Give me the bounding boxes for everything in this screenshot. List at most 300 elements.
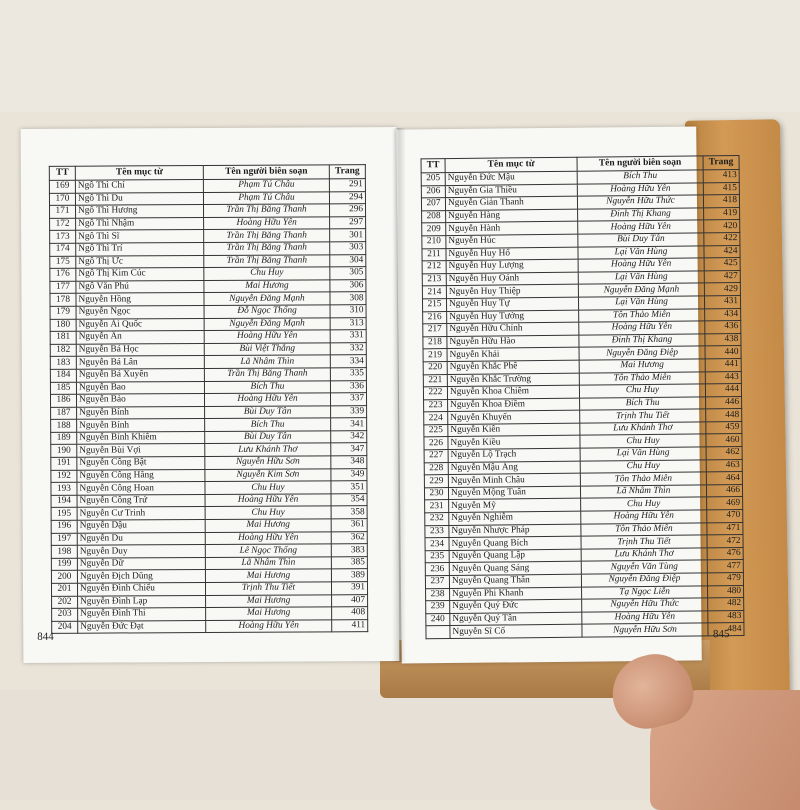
- entry-name: Nguyễn Kiều: [448, 436, 580, 450]
- author-name: Chu Huy: [580, 434, 706, 448]
- row-number: 231: [425, 500, 449, 513]
- page-ref: 361: [331, 519, 367, 532]
- entry-name: Nguyễn Công Hãng: [77, 469, 205, 482]
- page-ref: 480: [708, 585, 744, 598]
- header-author: Tên người biên soạn: [577, 156, 703, 171]
- entry-name: Nguyễn Giản Thanh: [445, 196, 577, 210]
- header-entry: Tên mục từ: [445, 157, 577, 172]
- author-name: Bích Thu: [205, 418, 331, 431]
- author-name: Hoàng Hữu Yên: [205, 494, 331, 507]
- author-name: Hoàng Hữu Yên: [204, 393, 330, 406]
- entry-name: Ngô Thì Hương: [76, 205, 204, 218]
- entry-name: Nguyễn Cư Trinh: [77, 507, 205, 520]
- entry-name: Nguyễn Nhược Pháp: [449, 524, 581, 538]
- row-number: 239: [426, 601, 450, 614]
- row-number: 186: [50, 394, 76, 407]
- author-name: Lưu Khánh Thơ: [580, 422, 706, 436]
- page-ref: 420: [704, 220, 740, 233]
- index-rows-left: [49, 179, 367, 634]
- page-ref: 303: [330, 242, 366, 255]
- author-name: Nguyễn Đăng Mạnh: [578, 283, 704, 297]
- page-ref: 422: [704, 232, 740, 245]
- page-ref: 448: [706, 409, 742, 422]
- author-name: Đinh Thị Khang: [579, 334, 705, 348]
- entry-name: Nguyễn Bùi Vợi: [77, 444, 205, 457]
- row-number: 222: [423, 387, 447, 400]
- author-name: Mai Hương: [205, 569, 331, 582]
- row-number: 176: [50, 268, 76, 281]
- row-number: 233: [425, 525, 449, 538]
- row-number: 177: [50, 281, 76, 294]
- entry-name: Nguyễn Địch Dũng: [77, 570, 205, 583]
- author-name: Chu Huy: [579, 384, 705, 398]
- row-number: 228: [424, 462, 448, 475]
- row-number: 224: [424, 412, 448, 425]
- entry-name: Nguyễn Minh Châu: [448, 473, 580, 487]
- entry-name: Nguyễn Khoa Điềm: [448, 398, 580, 412]
- row-number: 198: [51, 545, 77, 558]
- page-ref: 434: [705, 308, 741, 321]
- author-name: Nguyễn Hữu Sơn: [582, 623, 708, 637]
- entry-name: Ngô Thị Kim Cúc: [76, 268, 204, 281]
- entry-name: Nguyễn Phi Khanh: [450, 587, 582, 601]
- entry-name: Nguyễn Khuyến: [448, 410, 580, 424]
- page-ref: 301: [330, 229, 366, 242]
- entry-name: Nguyễn Dữ: [77, 557, 205, 570]
- entry-name: Nguyễn Huy Oánh: [446, 272, 578, 286]
- page-ref: 460: [706, 434, 742, 447]
- page-ref: 331: [330, 330, 366, 343]
- page-ref: 483: [708, 610, 744, 623]
- author-name: Lê Ngọc Thống: [205, 544, 331, 557]
- book-gutter-shadow: [392, 128, 406, 662]
- author-name: Phạm Tú Châu: [203, 179, 329, 192]
- author-name: Bùi Việt Thắng: [204, 343, 330, 356]
- entry-name: Nguyễn Công Bật: [77, 457, 205, 470]
- author-name: Trịnh Thu Tiết: [580, 409, 706, 423]
- row-number: 200: [51, 571, 77, 584]
- entry-name: Nguyễn Khắc Trường: [447, 373, 579, 387]
- entry-name: Nguyễn Quang Lập: [449, 549, 581, 563]
- author-name: Lại Văn Hùng: [578, 271, 704, 285]
- entry-name: Nguyễn Húc: [446, 234, 578, 248]
- page-ref: 313: [330, 317, 366, 330]
- entry-name: Nguyễn Huy Thiệp: [446, 285, 578, 299]
- entry-name: Ngô Thì Trí: [76, 242, 204, 255]
- author-name: Tôn Thảo Miên: [581, 522, 707, 536]
- entry-name: Nguyễn Nghiễm: [449, 511, 581, 525]
- page-ref: 306: [330, 279, 366, 292]
- entry-name: Nguyễn Hàng: [446, 209, 578, 223]
- page-ref: 358: [331, 506, 367, 519]
- background-top: [0, 0, 800, 112]
- row-number: 223: [424, 399, 448, 412]
- page-ref: 335: [330, 368, 366, 381]
- row-number: 229: [424, 475, 448, 488]
- entry-name: Nguyễn Khắc Phê: [447, 360, 579, 374]
- row-number: [426, 626, 450, 639]
- table-row: [52, 619, 368, 633]
- row-number: 187: [51, 407, 77, 420]
- author-name: Chu Huy: [581, 497, 707, 511]
- row-number: 203: [52, 608, 78, 621]
- page-ref: 476: [707, 547, 743, 560]
- entry-name: Nguyễn Mỹ: [449, 499, 581, 513]
- page-ref: 443: [705, 371, 741, 384]
- row-number: 212: [422, 261, 446, 274]
- left-page: [21, 127, 400, 663]
- author-name: Đỗ Ngọc Thống: [204, 305, 330, 318]
- entry-name: Nguyễn Huy Lượng: [446, 259, 578, 273]
- row-number: 183: [50, 357, 76, 370]
- page-ref: 339: [331, 405, 367, 418]
- entry-name: Nguyễn Công Hoan: [77, 482, 205, 495]
- entry-name: Nguyễn Du: [77, 532, 205, 545]
- row-number: 221: [423, 374, 447, 387]
- row-number: 238: [426, 588, 450, 601]
- entry-name: Nguyễn Bảo: [76, 394, 204, 407]
- author-name: Chu Huy: [204, 267, 330, 280]
- row-number: 202: [52, 596, 78, 609]
- author-name: Hoàng Hữu Yên: [578, 258, 704, 272]
- row-number: 182: [50, 344, 76, 357]
- entry-name: Ngô Thì Sĩ: [76, 230, 204, 243]
- page-ref: 427: [704, 270, 740, 283]
- entry-name: Nguyễn Lộ Trạch: [448, 448, 580, 462]
- page-ref: 308: [330, 292, 366, 305]
- row-number: 205: [421, 173, 445, 186]
- entry-name: Nguyễn Bao: [76, 381, 204, 394]
- page-ref: 342: [331, 431, 367, 444]
- author-name: Lại Văn Hùng: [578, 296, 704, 310]
- row-number: 237: [425, 576, 449, 589]
- entry-name: Nguyễn Hữu Hào: [447, 335, 579, 349]
- author-name: Lưu Khánh Thơ: [205, 443, 331, 456]
- author-name: Trịnh Thu Tiết: [205, 582, 331, 595]
- header-page: Trang: [329, 165, 365, 179]
- author-name: Lại Văn Hùng: [578, 245, 704, 259]
- author-name: Nguyễn Hữu Sơn: [205, 456, 331, 469]
- page-ref: 464: [706, 472, 742, 485]
- row-number: 194: [51, 495, 77, 508]
- page-ref: 391: [331, 582, 367, 595]
- entry-name: Nguyễn Hành: [446, 222, 578, 236]
- page-ref: 477: [707, 560, 743, 573]
- index-table-right: [421, 155, 745, 639]
- entry-name: Nguyễn Duy: [77, 545, 205, 558]
- row-number: 204: [52, 621, 78, 634]
- row-number: 199: [51, 558, 77, 571]
- right-page: [396, 126, 742, 663]
- author-name: Mai Hương: [206, 607, 332, 620]
- entry-name: Nguyễn Bính: [77, 419, 205, 432]
- entry-name: Nguyễn Hồng: [76, 293, 204, 306]
- row-number: 174: [50, 243, 76, 256]
- entry-name: Nguyễn Hữu Chỉnh: [447, 322, 579, 336]
- entry-name: Nguyễn Quang Bích: [449, 536, 581, 550]
- author-name: Trần Thị Băng Thanh: [204, 204, 330, 217]
- author-name: Tôn Thảo Miên: [579, 371, 705, 385]
- page-ref: 291: [329, 179, 365, 192]
- page-ref: 418: [703, 195, 739, 208]
- index-rows-right: [421, 169, 744, 641]
- page-ref: 459: [706, 421, 742, 434]
- row-number: 179: [50, 306, 76, 319]
- page-ref: 472: [707, 535, 743, 548]
- page-ref: 348: [331, 456, 367, 469]
- row-number: 216: [423, 311, 447, 324]
- row-number: 211: [422, 248, 446, 261]
- author-name: Đinh Thị Khang: [578, 208, 704, 222]
- entry-name: Nguyễn Gia Thiều: [445, 184, 577, 198]
- page-number-left: 844: [37, 630, 54, 643]
- author-name: Hoàng Hữu Yên: [582, 611, 708, 625]
- author-name: Hoàng Hữu Yên: [578, 220, 704, 234]
- row-number: 180: [50, 319, 76, 332]
- header-author: Tên người biên soạn: [203, 165, 329, 180]
- author-name: Lại Văn Hùng: [580, 447, 706, 461]
- author-name: Trịnh Thu Tiết: [581, 535, 707, 549]
- row-number: 226: [424, 437, 448, 450]
- author-name: Mai Hương: [205, 519, 331, 532]
- author-name: Hoàng Hữu Yên: [579, 321, 705, 335]
- author-name: Bùi Duy Tân: [205, 431, 331, 444]
- author-name: Hoàng Hữu Yên: [206, 620, 332, 633]
- row-number: 171: [50, 205, 76, 218]
- row-number: 219: [423, 349, 447, 362]
- author-name: Hoàng Hữu Yên: [581, 510, 707, 524]
- page-ref: 424: [704, 245, 740, 258]
- page-ref: 297: [330, 216, 366, 229]
- entry-name: Nguyễn Công Trứ: [77, 494, 205, 507]
- entry-name: Nguyễn Bính: [77, 406, 205, 419]
- entry-name: Nguyễn Mộng Tuân: [448, 486, 580, 500]
- page-ref: 337: [330, 393, 366, 406]
- page-ref: 349: [331, 468, 367, 481]
- entry-name: Nguyễn Sĩ Cố: [450, 625, 582, 639]
- page-ref: 419: [704, 207, 740, 220]
- entry-name: Nguyễn Ân: [76, 331, 204, 344]
- entry-name: Nguyễn Quang Thân: [449, 574, 581, 588]
- row-number: 236: [425, 563, 449, 576]
- page-ref: 438: [705, 333, 741, 346]
- entry-name: Ngô Thì Chí: [75, 180, 203, 193]
- page-ref: 334: [330, 355, 366, 368]
- entry-name: Nguyễn Khoa Chiêm: [447, 385, 579, 399]
- author-name: Trần Thị Băng Thanh: [204, 229, 330, 242]
- page-ref: 296: [330, 204, 366, 217]
- author-name: Mai Hương: [579, 359, 705, 373]
- page-ref: 305: [330, 267, 366, 280]
- page-ref: 413: [703, 169, 739, 182]
- entry-name: Ngô Thì Du: [75, 192, 203, 205]
- page-ref: 383: [331, 544, 367, 557]
- page-ref: 354: [331, 494, 367, 507]
- page-ref: 466: [706, 484, 742, 497]
- row-number: 206: [421, 185, 445, 198]
- author-name: Trần Thị Băng Thanh: [204, 368, 330, 381]
- entry-name: Nguyễn Đức Mậu: [445, 171, 577, 185]
- entry-name: Nguyễn Bá Học: [76, 343, 204, 356]
- author-name: Trần Thị Băng Thanh: [204, 242, 330, 255]
- row-number: 170: [49, 193, 75, 206]
- entry-name: Nguyễn Khải: [447, 347, 579, 361]
- page-ref: 408: [332, 607, 368, 620]
- entry-name: Nguyễn Quý Tân: [450, 612, 582, 626]
- row-number: 189: [51, 432, 77, 445]
- entry-name: Nguyễn Đức Đạt: [78, 620, 206, 633]
- entry-name: Nguyễn Ngọc: [76, 305, 204, 318]
- author-name: Lưu Khánh Thơ: [581, 548, 707, 562]
- page-ref: 463: [706, 459, 742, 472]
- row-number: 209: [422, 223, 446, 236]
- author-name: Hoàng Hữu Yên: [577, 182, 703, 196]
- row-number: 192: [51, 470, 77, 483]
- page-ref: 441: [705, 358, 741, 371]
- author-name: Hoàng Hữu Yên: [204, 330, 330, 343]
- entry-name: Nguyễn Dậu: [77, 520, 205, 533]
- header-tt: TT: [421, 159, 445, 173]
- page-ref: 294: [329, 191, 365, 204]
- page-ref: 440: [705, 346, 741, 359]
- entry-name: Nguyễn Đình Thi: [78, 608, 206, 621]
- row-number: 217: [423, 324, 447, 337]
- row-number: 185: [50, 382, 76, 395]
- entry-name: Nguyễn Kiên: [448, 423, 580, 437]
- page-ref: 479: [707, 572, 743, 585]
- entry-name: Nguyễn Đình Lạp: [78, 595, 206, 608]
- page-ref: 446: [706, 396, 742, 409]
- page-ref: 471: [707, 522, 743, 535]
- row-number: 196: [51, 520, 77, 533]
- row-number: 214: [422, 286, 446, 299]
- page-number-right: 845: [712, 628, 730, 641]
- entry-name: Nguyễn Quang Sáng: [449, 562, 581, 576]
- author-name: Tạ Ngọc Liễn: [582, 585, 708, 599]
- page-ref: 444: [705, 384, 741, 397]
- page-ref: 425: [704, 258, 740, 271]
- author-name: Lã Nhâm Thìn: [204, 355, 330, 368]
- author-name: Chu Huy: [205, 481, 331, 494]
- page-ref: 429: [704, 283, 740, 296]
- author-name: Bích Thu: [580, 397, 706, 411]
- page-ref: 347: [331, 443, 367, 456]
- row-number: 172: [50, 218, 76, 231]
- entry-name: Nguyễn Huy Tưởng: [447, 310, 579, 324]
- author-name: Phạm Tú Châu: [203, 191, 329, 204]
- entry-name: Nguyễn Bỉnh Khiêm: [77, 431, 205, 444]
- author-name: Chu Huy: [580, 460, 706, 474]
- row-number: 201: [51, 583, 77, 596]
- page-ref: 462: [706, 447, 742, 460]
- author-name: Trần Thị Băng Thanh: [204, 254, 330, 267]
- page-ref: 470: [707, 510, 743, 523]
- author-name: Nguyễn Văn Tùng: [581, 560, 707, 574]
- author-name: Nguyễn Hữu Thức: [577, 195, 703, 209]
- header-entry: Tên mục từ: [75, 166, 203, 181]
- row-number: 191: [51, 457, 77, 470]
- entry-name: Nguyễn Đình Chiểu: [77, 583, 205, 596]
- row-number: 195: [51, 508, 77, 521]
- row-number: 240: [426, 613, 450, 626]
- entry-name: Nguyễn Huy Tự: [446, 297, 578, 311]
- author-name: Nguyễn Kim Sơn: [205, 469, 331, 482]
- author-name: Nguyễn Đăng Mạnh: [204, 317, 330, 330]
- row-number: 208: [422, 210, 446, 223]
- page-ref: 351: [331, 481, 367, 494]
- page-ref: 385: [331, 556, 367, 569]
- entry-name: Nguyễn Bá Xuyên: [76, 368, 204, 381]
- author-name: Bích Thu: [204, 380, 330, 393]
- entry-name: Nguyễn Bá Lân: [76, 356, 204, 369]
- author-name: Bùi Duy Tân: [578, 233, 704, 247]
- row-number: 190: [51, 445, 77, 458]
- entry-name: Ngô Thì Nhậm: [76, 217, 204, 230]
- author-name: Nguyễn Đăng Điệp: [579, 346, 705, 360]
- author-name: Lã Nhâm Thìn: [205, 557, 331, 570]
- row-number: 220: [423, 361, 447, 374]
- page-ref: 310: [330, 305, 366, 318]
- author-name: Mai Hương: [206, 594, 332, 607]
- row-number: 173: [50, 231, 76, 244]
- entry-name: Nguyễn Ái Quốc: [76, 318, 204, 331]
- header-tt: TT: [49, 166, 75, 180]
- page-ref: 482: [708, 598, 744, 611]
- row-number: 218: [423, 336, 447, 349]
- entry-name: Nguyễn Quý Đức: [450, 599, 582, 613]
- author-name: Nguyễn Hữu Thức: [582, 598, 708, 612]
- row-number: 181: [50, 331, 76, 344]
- row-number: 178: [50, 294, 76, 307]
- row-number: 215: [422, 299, 446, 312]
- author-name: Nguyễn Đăng Điệp: [581, 573, 707, 587]
- page-ref: 304: [330, 254, 366, 267]
- row-number: 234: [425, 538, 449, 551]
- index-table-left: [49, 164, 368, 634]
- entry-name: Ngô Văn Phú: [76, 280, 204, 293]
- header-page: Trang: [703, 155, 739, 169]
- page-ref: 415: [703, 182, 739, 195]
- page-ref: 431: [704, 295, 740, 308]
- entry-name: Nguyễn Mậu Áng: [448, 461, 580, 475]
- row-number: 235: [425, 550, 449, 563]
- entry-name: Nguyễn Huy Hổ: [446, 247, 578, 261]
- author-name: Tôn Thảo Miên: [579, 308, 705, 322]
- page-ref: 389: [331, 569, 367, 582]
- author-name: Lã Nhâm Thìn: [580, 485, 706, 499]
- row-number: 210: [422, 236, 446, 249]
- row-number: 184: [50, 369, 76, 382]
- author-name: Nguyễn Đăng Mạnh: [204, 292, 330, 305]
- author-name: Chu Huy: [205, 506, 331, 519]
- row-number: 230: [424, 487, 448, 500]
- page-ref: 469: [707, 497, 743, 510]
- page-ref: 411: [332, 619, 368, 632]
- author-name: Bùi Duy Tân: [205, 406, 331, 419]
- row-number: 193: [51, 482, 77, 495]
- page-ref: 362: [331, 531, 367, 544]
- row-number: 232: [425, 513, 449, 526]
- row-number: 188: [51, 419, 77, 432]
- author-name: Hoàng Hữu Yên: [205, 531, 331, 544]
- page-ref: 336: [330, 380, 366, 393]
- author-name: Bích Thu: [577, 170, 703, 184]
- author-name: Tôn Thảo Miên: [580, 472, 706, 486]
- row-number: 169: [49, 180, 75, 193]
- page-ref: 341: [331, 418, 367, 431]
- author-name: Hoàng Hữu Yên: [204, 217, 330, 230]
- row-number: 225: [424, 424, 448, 437]
